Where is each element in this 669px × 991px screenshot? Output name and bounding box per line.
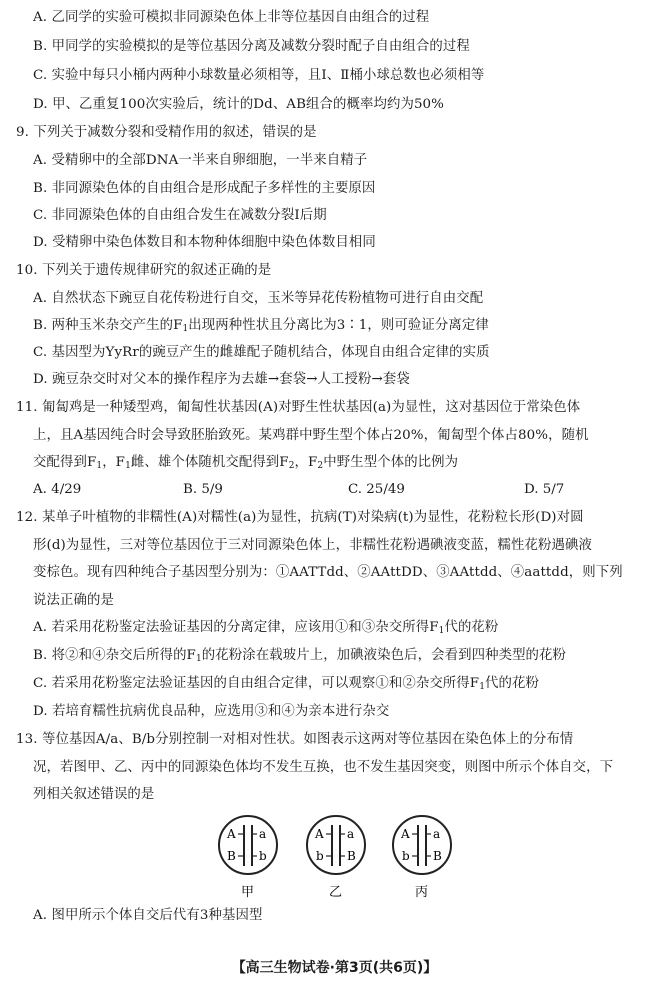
- q11-text-d: ，F: [294, 455, 318, 470]
- q13-stem-line2: 况，若图甲、乙、丙中的同源染色体均不发生互换，也不发生基因突变，则图中所示个体自交，下: [33, 760, 614, 775]
- q12b-text-post: 的花粉涂在载玻片上，加碘液染色后，会看到四种类型的花粉: [201, 648, 567, 663]
- q9-option-b: B. 非同源染色体的自由组合是形成配子多样性的主要原因: [33, 181, 376, 196]
- allele-label: b: [402, 849, 410, 863]
- allele-label: A: [315, 827, 324, 841]
- q12-option-b: [33, 647, 566, 668]
- q12c-text-post: 代的花粉: [485, 676, 539, 691]
- subscript: 2: [317, 461, 324, 471]
- cell-name-yi: 乙: [329, 885, 343, 900]
- subscript: 1: [438, 626, 445, 636]
- q8-option-b: B. 甲同学的实验模拟的是等位基因分离及减数分裂时配子自由组合的过程: [33, 39, 470, 54]
- cell-membrane-yi: [307, 816, 365, 874]
- allele-label: b: [316, 849, 324, 863]
- q10b-text-pre: B. 两种玉米杂交产生的F: [33, 318, 183, 333]
- q11-option-c: C. 25/49: [348, 482, 405, 497]
- chromosome-figure-svg: [214, 812, 458, 904]
- q11-text-e: 中野生型个体的比例为: [323, 455, 459, 470]
- cell-jia: [219, 816, 277, 874]
- subscript: 2: [288, 461, 295, 471]
- chromosome-figure: [214, 812, 458, 904]
- allele-label: a: [433, 827, 441, 841]
- cell-yi: [307, 816, 365, 874]
- cell-name-bing: 丙: [415, 885, 429, 900]
- subscript: 1: [125, 461, 131, 471]
- allele-label: B: [347, 849, 356, 863]
- allele-label: a: [347, 827, 355, 841]
- q12-option-c: [33, 675, 539, 696]
- allele-label: a: [259, 827, 267, 841]
- q12-option-a: [33, 619, 498, 640]
- q10-stem: 10. 下列关于遗传规律研究的叙述正确的是: [16, 263, 272, 278]
- q12-stem-line4: 说法正确的是: [33, 593, 114, 608]
- q12b-text-pre: B. 将②和④杂交后所得的F: [33, 648, 196, 663]
- q11-text-b: ，F: [102, 455, 126, 470]
- allele-label: A: [401, 827, 410, 841]
- q10-option-a: A. 自然状态下豌豆自花传粉进行自交，玉米等异花传粉植物可进行自由交配: [33, 291, 484, 306]
- q9-stem: 9. 下列关于减数分裂和受精作用的叙述，错误的是: [16, 125, 317, 140]
- q11-stem-line1: 11. 匍匐鸡是一种矮型鸡，匍匐性状基因(A)对野生性状基因(a)为显性，这对基因位于常染色体: [16, 400, 581, 415]
- q12-option-d: D. 若培育糯性抗病优良品种，应选用③和④为亲本进行杂交: [33, 704, 390, 719]
- page-footer: 【高三生物试卷·第3页(共6页)】: [231, 960, 438, 976]
- q11-text-a: 交配得到F: [33, 455, 97, 470]
- q12-stem-line2: 形(d)为显性，三对等位基因位于三对同源染色体上，非糯性花粉遇碘液变蓝，糯性花粉遇碘液: [33, 538, 592, 553]
- q10-option-d: D. 豌豆杂交时对父本的操作程序为去雄→套袋→人工授粉→套袋: [33, 372, 410, 387]
- q8-option-d: D. 甲、乙重复100次实验后，统计的Dd、AB组合的概率均约为50%: [33, 97, 445, 112]
- q12-stem-line1: 12. 某单子叶植物的非糯性(A)对糯性(a)为显性，抗病(T)对染病(t)为显性，花粉粒长形(D)对圆: [16, 510, 584, 525]
- q11-stem-line2: 上，且A基因纯合时会导致胚胎致死。某鸡群中野生型个体占20%，匍匐型个体占80%，随机: [33, 428, 589, 443]
- cell-name-jia: 甲: [241, 885, 255, 900]
- q12c-text-pre: C. 若采用花粉鉴定法验证基因的自由组合定律，可以观察①和②杂交所得F: [33, 676, 480, 691]
- subscript: 1: [182, 324, 189, 334]
- q8-option-c: C. 实验中每只小桶内两种小球数量必须相等，且Ⅰ、Ⅱ桶小球总数也必须相等: [33, 68, 485, 83]
- allele-label: A: [227, 827, 236, 841]
- allele-label: B: [433, 849, 442, 863]
- q12a-text-post: 代的花粉: [444, 620, 499, 635]
- q11-option-a: A. 4/29: [33, 482, 82, 497]
- q11-option-d: D. 5/7: [524, 482, 565, 497]
- cell-bing: [393, 816, 451, 874]
- q11-text-c: 雌、雄个体随机交配得到F: [130, 455, 289, 470]
- q9-option-a: A. 受精卵中的全部DNA一半来自卵细胞，一半来自精子: [33, 153, 368, 168]
- q10-option-c: C. 基因型为YyRr的豌豆产生的雌雄配子随机结合，体现自由组合定律的实质: [33, 345, 490, 360]
- q13-stem-line1: 13. 等位基因A/a、B/b分别控制一对相对性状。如图表示这两对等位基因在染色体上的分布情: [16, 732, 574, 747]
- q10-option-b: [33, 317, 489, 338]
- q8-option-a: A. 乙同学的实验可模拟非同源染色体上非等位基因自由组合的过程: [33, 10, 430, 25]
- subscript: 1: [479, 682, 486, 692]
- subscript: 1: [195, 654, 202, 664]
- q11-stem-line3: [33, 454, 458, 475]
- q10b-text-post: 出现两种性状且分离比为3∶1，则可验证分离定律: [188, 318, 489, 333]
- q9-option-d: D. 受精卵中染色体数目和本物种体细胞中染色体数目相同: [33, 235, 376, 250]
- cell-membrane-jia: [219, 816, 277, 874]
- q12-stem-line3: 变棕色。现有四种纯合子基因型分别为：①AATTdd、②AAttDD、③AAttdd、④aattdd，则下列: [33, 565, 623, 580]
- q11-option-b: B. 5/9: [183, 482, 223, 497]
- cell-membrane-bing: [393, 816, 451, 874]
- q9-option-c: C. 非同源染色体的自由组合发生在减数分裂Ⅰ后期: [33, 208, 327, 223]
- q13-stem-line3: 列相关叙述错误的是: [33, 787, 155, 802]
- q12a-text-pre: A. 若采用花粉鉴定法验证基因的分离定律，应该用①和③杂交所得F: [33, 620, 439, 635]
- allele-label: b: [259, 849, 267, 863]
- allele-label: B: [227, 849, 236, 863]
- q13-option-a: A. 图甲所示个体自交后代有3种基因型: [33, 908, 263, 923]
- subscript: 1: [96, 461, 103, 471]
